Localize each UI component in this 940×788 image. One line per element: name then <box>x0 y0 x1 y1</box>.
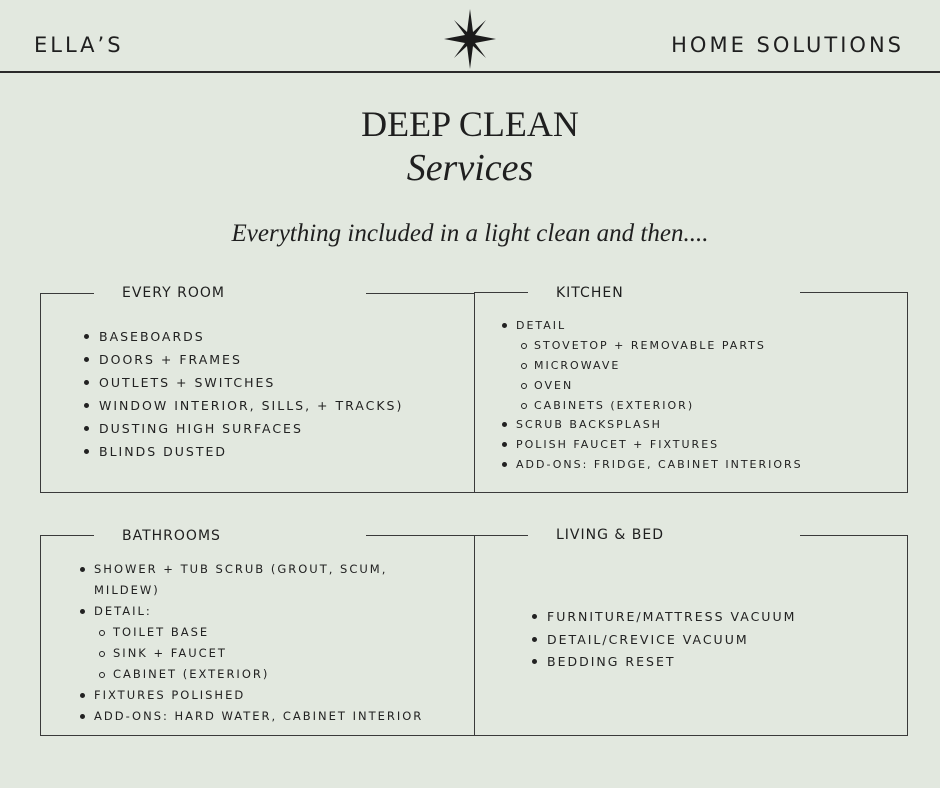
box-border-bottom <box>40 735 474 736</box>
eight-point-star-icon <box>442 8 498 70</box>
section-heading: BATHROOMS <box>122 528 221 544</box>
box-border-bottom <box>474 492 908 493</box>
list-item: POLISH FAUCET + FIXTURES <box>516 437 803 457</box>
list-item: OUTLETS + SWITCHES <box>99 374 403 397</box>
box-border-bottom <box>40 492 474 493</box>
box-border-left <box>474 535 475 736</box>
list-subitem: TOILET BASE <box>94 622 423 643</box>
list-item: WINDOW INTERIOR, SILLS, + TRACKS) <box>99 397 403 420</box>
list-item: DUSTING HIGH SURFACES <box>99 420 403 443</box>
section-heading: KITCHEN <box>556 285 624 301</box>
tagline: Everything included in a light clean and then.... <box>231 220 709 247</box>
list-item: ADD-ONS: HARD WATER, CABINET INTERIOR <box>94 706 423 727</box>
list-item: DETAIL: <box>94 601 423 622</box>
list-subitem: STOVETOP + REMOVABLE PARTS <box>516 338 803 358</box>
brand-right: HOME SOLUTIONS <box>671 33 904 57</box>
brand-left: ELLA’S <box>34 33 124 57</box>
box-border-bottom <box>474 735 908 736</box>
bathrooms-list <box>94 559 423 727</box>
list-item: DETAIL/CREVICE VACUUM <box>547 631 796 654</box>
list-subitem: CABINETS (EXTERIOR) <box>516 398 803 418</box>
list-subitem: SINK + FAUCET <box>94 643 423 664</box>
list-item: BASEBOARDS <box>99 328 403 351</box>
page-title: DEEP CLEAN <box>361 104 579 144</box>
box-border-top-right <box>366 535 474 536</box>
list-item: BEDDING RESET <box>547 653 796 676</box>
header-divider <box>0 71 940 73</box>
page-subtitle: Services <box>406 147 534 189</box>
box-border-top-right <box>800 535 908 536</box>
box-border-top-right <box>366 293 474 294</box>
box-border-top-left <box>474 292 528 293</box>
box-border-right <box>907 292 908 493</box>
list-subitem: CABINET (EXTERIOR) <box>94 664 423 685</box>
list-item: ADD-ONS: FRIDGE, CABINET INTERIORS <box>516 457 803 477</box>
list-item: FURNITURE/MATTRESS VACUUM <box>547 608 796 631</box>
list-item: DETAIL <box>516 318 803 338</box>
box-border-right <box>907 535 908 736</box>
box-border-top-left <box>40 535 94 536</box>
section-heading: LIVING & BED <box>556 527 665 543</box>
list-item: SCRUB BACKSPLASH <box>516 417 803 437</box>
kitchen-list <box>516 318 803 477</box>
box-border-top-right <box>800 292 908 293</box>
list-item: DOORS + FRAMES <box>99 351 403 374</box>
every-room-list <box>99 328 403 467</box>
box-border-top-left <box>474 535 528 536</box>
list-item: FIXTURES POLISHED <box>94 685 423 706</box>
list-subitem: MICROWAVE <box>516 358 803 378</box>
section-heading: EVERY ROOM <box>122 285 225 301</box>
box-border-left <box>40 535 41 736</box>
list-item: BLINDS DUSTED <box>99 443 403 466</box>
box-border-left <box>40 293 41 493</box>
box-border-top-left <box>40 293 94 294</box>
box-border-left <box>474 292 475 493</box>
list-subitem: OVEN <box>516 378 803 398</box>
list-item: SHOWER + TUB SCRUB (GROUT, SCUM, MILDEW) <box>94 559 394 601</box>
living-bed-list <box>547 608 796 676</box>
